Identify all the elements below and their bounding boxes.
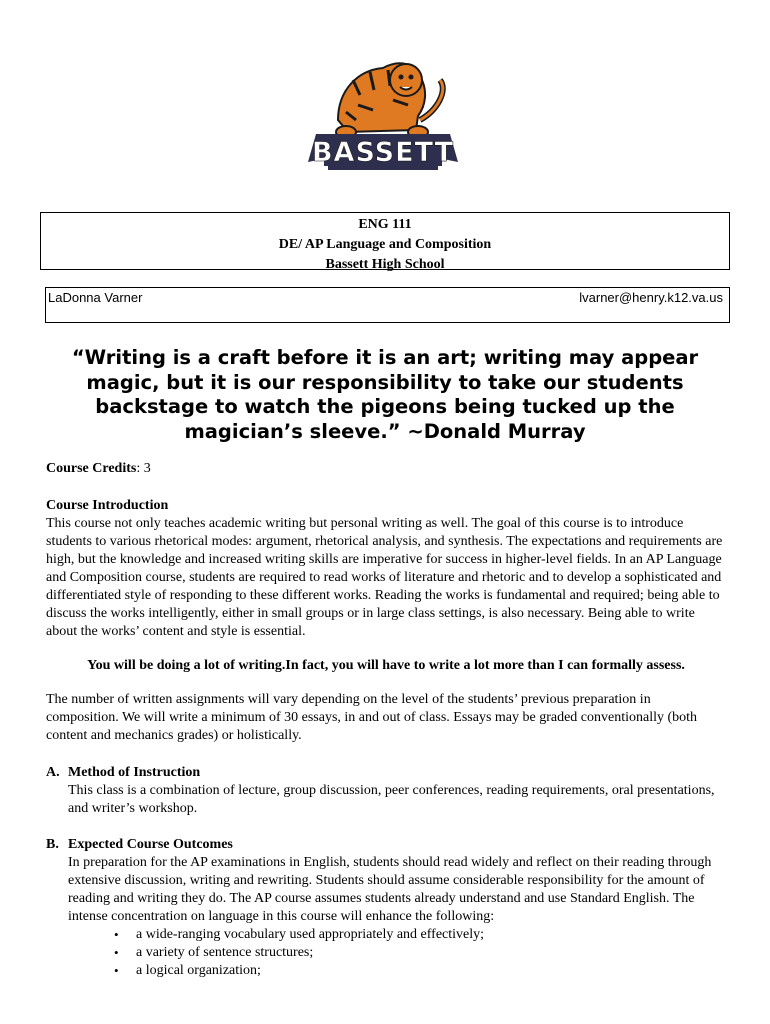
section-outcomes [46,836,726,926]
section-b-text: In preparation for the AP examinations in English, students should read widely and reflect on their reading through extensive discussion, writing and rewriting. Students should assume considerable responsibility for the amount of reading and writing they do. The AP course assumes students already understand and use Standard English. The intense concentration on language in this course will enhance the following: [68,855,712,924]
assignments-paragraph: The number of written assignments will vary depending on the level of the students’ previous preparation in composition. We will write a minimum of 30 essays, in and out of class. Essays may be graded conventionally (both content and mechanics grades) or holistically. [46,692,698,743]
murray-quote: “Writing is a craft before it is an art; writing may appear magic, but it is our responsibility to take our students backstage to watch the pigeons being tucked up the magician’s sleeve.” ~Donald Murray [71,346,699,443]
teacher-email: lvarner@henry.k12.va.us [579,290,723,305]
school-name: Bassett High School [325,257,445,272]
course-header-box [40,212,730,270]
course-credits [46,460,726,478]
section-a-text: This class is a combination of lecture, group discussion, peer conferences, reading requirements, oral presentations, and writer’s workshop. [68,783,715,816]
list-item: • a variety of sentence structures; [114,944,726,962]
teacher-name: LaDonna Varner [48,290,143,305]
intro-heading: Course Introduction [46,498,169,513]
credits-label: Course Credits [46,461,137,476]
section-b-letter: B. [46,837,59,852]
section-a-heading: Method of Instruction [68,765,201,780]
course-name: DE/ AP Language and Composition [278,237,492,252]
course-code: ENG 111 [358,217,412,232]
outcomes-list [46,926,726,980]
credits-value: : 3 [136,461,151,476]
bassett-tiger-logo [298,50,468,178]
teacher-info-box [45,287,730,323]
section-method [46,764,726,818]
intro-paragraph: This course not only teaches academic writing but personal writing as well. The goal of this course is to introduce students to various rhetorical modes: argument, rhetorical analysis, and synthesis. The expectations and requirements are high, but the knowledge and increased writing skills are imperative for success in higher-level fields. In an AP Language and Composition course, students are required to read works of literature and rhetoric and to develop a sophisticated and differentiated style of responding to these different works. Reading the works is fundamental and required; being able to discuss the works intelligently, either in small groups or in large class settings, is also necessary. Being able to write about the works’ content and style is essential. [46,516,723,639]
section-a-letter: A. [46,765,60,780]
section-b-heading: Expected Course Outcomes [68,837,233,852]
logo-wordmark: BASSETT [311,137,455,168]
list-item: • a wide-ranging vocabulary used appropriately and effectively; [114,926,726,944]
list-item: • a logical organization; [114,962,726,980]
syllabus-body [46,460,726,980]
writing-emphasis: You will be doing a lot of writing.In fact, you will have to write a lot more than I can formally assess. [87,658,685,673]
